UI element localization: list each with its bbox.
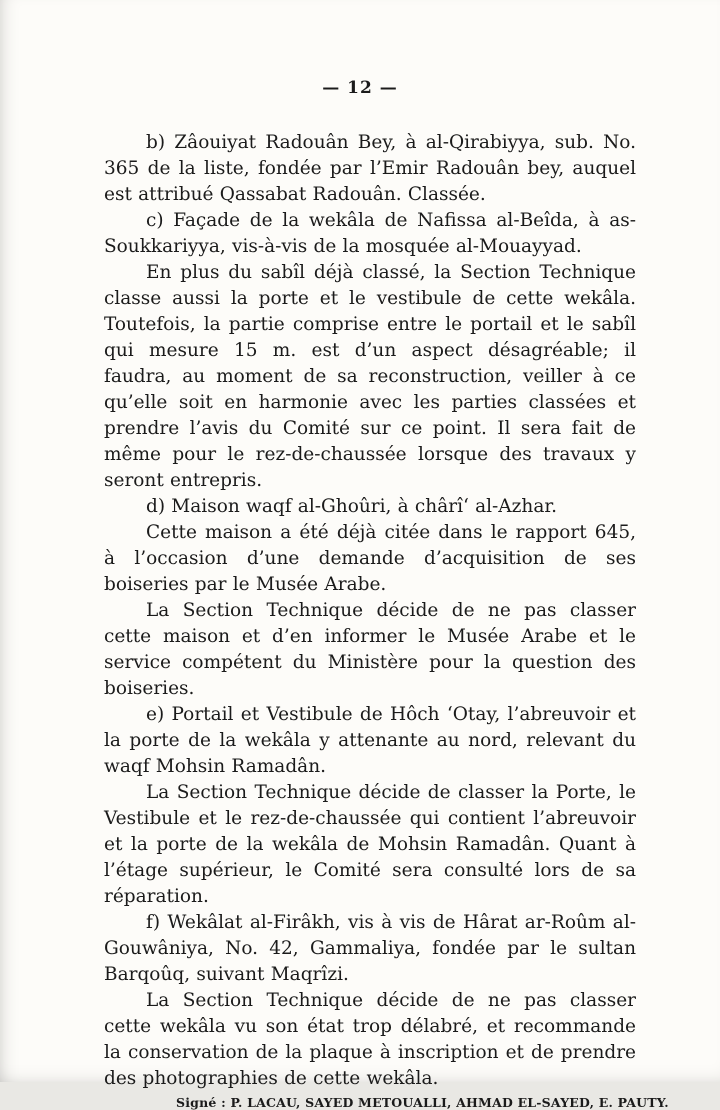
paragraph-body-5: La Section Technique décide de ne pas classer cette wekâla vu son état trop délabré, et recommande la conservation de la plaque à inscription et de prendre des photographies de cette wekâla. bbox=[104, 990, 636, 1089]
paragraph-item-f: f) Wekâlat al-Firâkh, vis à vis de Hârat ar-Roûm al-Gouwâniya, No. 42, Gammaliya, fondée par le sultan Barqoûq, suivant Maqrîzi. bbox=[104, 912, 636, 985]
page-number: — 12 — bbox=[322, 78, 398, 98]
paragraph-body-3: La Section Technique décide de ne pas classer cette maison et d’en informer le Musée Arabe et le service compétent du Ministère pour la question des boiseries. bbox=[104, 600, 636, 699]
document-body bbox=[0, 130, 720, 1092]
paragraph-body-4: La Section Technique décide de classer la Porte, le Vestibule et le rez-de-chaussée qui contient l’abreuvoir et la porte de la wekâla de Mohsin Ramadân. Quant à l’étage supérieur, le Comité sera consulté lors de sa réparation. bbox=[104, 782, 636, 907]
paragraph-body-2: Cette maison a été déjà citée dans le rapport 645, à l’occasion d’une demande d’acquisition de ses boiseries par le Musée Arabe. bbox=[104, 522, 636, 595]
paragraph-body-1: En plus du sabîl déjà classé, la Section Technique classe aussi la porte et le vestibule de cette wekâla. Toutefois, la partie comprise entre le portail et le sabîl qui mesure 15 m. est d’un aspect désagréable; il faudra, au moment de sa reconstruction, veiller à ce qu’elle soit en harmonie avec les parties classées et prendre l’avis du Comité sur ce point. Il sera fait de même pour le rez-de-chaussée lorsque des travaux y seront entrepris. bbox=[104, 262, 636, 491]
paragraph-item-b: b) Zâouiyat Radouân Bey, à al-Qirabiyya, sub. No. 365 de la liste, fondée par l’Emir Radouân bey, auquel est attribué Qassabat Radouân. Classée. bbox=[104, 132, 636, 205]
paragraph-item-d: d) Maison waqf al-Ghoûri, à chârî‘ al-Azhar. bbox=[146, 496, 558, 517]
paragraph-item-c: c) Façade de la wekâla de Nafissa al-Beîda, à as-Soukkariyya, vis-à-vis de la mosquée al-Mouayyad. bbox=[104, 210, 636, 257]
signature-line: Signé : P. LACAU, SAYED METOUALLI, AHMAD EL-SAYED, E. PAUTY. bbox=[176, 1095, 669, 1110]
paragraph-item-e: e) Portail et Vestibule de Hôch ‘Otay, l’abreuvoir et la porte de la wekâla y attenante au nord, relevant du waqf Mohsin Ramadân. bbox=[104, 704, 636, 777]
